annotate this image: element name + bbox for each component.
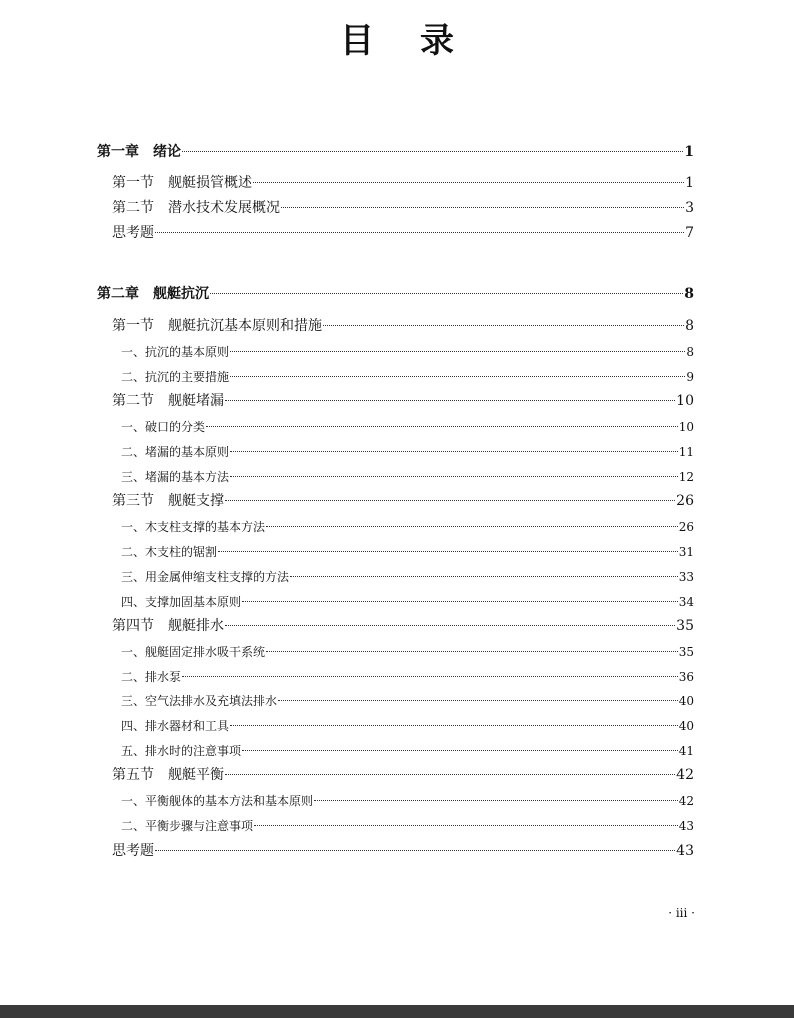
toc-entry-page: 1 bbox=[685, 175, 694, 191]
dot-leader bbox=[230, 351, 685, 352]
toc-entry-exercises[interactable] bbox=[112, 223, 694, 243]
toc-entry-label: 第一节 舰艇抗沉基本原则和措施 bbox=[112, 318, 322, 334]
dot-leader bbox=[210, 293, 683, 294]
dot-leader bbox=[266, 651, 678, 652]
toc-entry-subsection[interactable] bbox=[121, 342, 694, 362]
toc-entry-subsection[interactable] bbox=[121, 816, 694, 836]
toc-entry-label: 第一章 绪论 bbox=[97, 144, 181, 160]
toc-entry-page: 26 bbox=[678, 520, 694, 534]
toc-entry-subsection[interactable] bbox=[121, 417, 694, 437]
toc-entry-subsection[interactable] bbox=[121, 691, 694, 711]
dot-leader bbox=[278, 700, 678, 701]
toc-entry-label: 一、抗沉的基本原则 bbox=[121, 345, 230, 359]
toc-entry-page: 9 bbox=[686, 370, 694, 384]
toc-entry-label: 第四节 舰艇排水 bbox=[112, 618, 224, 634]
toc-entry-page: 42 bbox=[678, 794, 694, 808]
dot-leader bbox=[242, 601, 678, 602]
toc-entry-label: 一、木支柱支撑的基本方法 bbox=[121, 520, 266, 534]
dot-leader bbox=[230, 725, 678, 726]
toc-entry-subsection[interactable] bbox=[121, 791, 694, 811]
toc-entry-subsection[interactable] bbox=[121, 667, 694, 687]
toc-entry-chapter-2[interactable] bbox=[97, 284, 694, 304]
toc-entry-subsection[interactable] bbox=[121, 542, 694, 562]
dot-leader bbox=[182, 151, 683, 152]
dot-leader bbox=[253, 182, 684, 183]
dot-leader bbox=[230, 476, 678, 477]
toc-entry-label: 一、破口的分类 bbox=[121, 420, 206, 434]
dot-leader bbox=[155, 850, 675, 851]
toc-entry-subsection[interactable] bbox=[121, 517, 694, 537]
toc-entry-label: 一、平衡舰体的基本方法和基本原则 bbox=[121, 794, 314, 808]
toc-entry-page: 42 bbox=[676, 767, 694, 783]
toc-entry-subsection[interactable] bbox=[121, 442, 694, 462]
toc-entry-page: 8 bbox=[685, 318, 694, 334]
toc-entry-page: 41 bbox=[678, 744, 694, 758]
toc-entry-label: 第二节 舰艇堵漏 bbox=[112, 393, 224, 409]
toc-entry-subsection[interactable] bbox=[121, 716, 694, 736]
toc-entry-label: 一、舰艇固定排水吸干系统 bbox=[121, 645, 266, 659]
dot-leader bbox=[155, 232, 684, 233]
toc-entry-section[interactable] bbox=[112, 316, 694, 336]
toc-entry-page: 10 bbox=[678, 420, 694, 434]
toc-entry-subsection[interactable] bbox=[121, 592, 694, 612]
toc-entry-label: 四、排水器材和工具 bbox=[121, 719, 230, 733]
toc-entry-page: 35 bbox=[678, 645, 694, 659]
toc-entry-label: 五、排水时的注意事项 bbox=[121, 744, 242, 758]
toc-entry-page: 34 bbox=[678, 595, 694, 609]
toc-entry-page: 33 bbox=[678, 570, 694, 584]
toc-entry-label: 三、空气法排水及充填法排水 bbox=[121, 694, 278, 708]
toc-entry-label: 思考题 bbox=[112, 843, 154, 859]
bottom-bar bbox=[0, 1005, 794, 1018]
toc-entry-page: 26 bbox=[676, 493, 694, 509]
toc-entry-subsection[interactable] bbox=[121, 467, 694, 487]
dot-leader bbox=[266, 526, 678, 527]
page-number: · iii · bbox=[668, 906, 695, 920]
toc-entry-page: 35 bbox=[676, 618, 694, 634]
toc-entry-label: 第一节 舰艇损管概述 bbox=[112, 175, 252, 191]
toc-entry-subsection[interactable] bbox=[121, 741, 694, 761]
toc-entry-label: 三、用金属伸缩支柱支撑的方法 bbox=[121, 570, 290, 584]
toc-entry-exercises[interactable] bbox=[112, 841, 694, 861]
toc-entry-page: 11 bbox=[678, 445, 694, 459]
toc-entry-page: 40 bbox=[678, 719, 694, 733]
toc-entry-label: 二、排水泵 bbox=[121, 670, 182, 684]
dot-leader bbox=[225, 500, 675, 501]
toc-entry-page: 36 bbox=[678, 670, 694, 684]
dot-leader bbox=[182, 676, 678, 677]
toc-entry-page: 8 bbox=[686, 345, 694, 359]
dot-leader bbox=[206, 426, 678, 427]
toc-entry-label: 第二节 潜水技术发展概况 bbox=[112, 200, 280, 216]
toc-entry-section[interactable] bbox=[112, 765, 694, 785]
dot-leader bbox=[281, 207, 684, 208]
dot-leader bbox=[218, 551, 678, 552]
toc-entry-page: 31 bbox=[678, 545, 694, 559]
dot-leader bbox=[314, 800, 678, 801]
dot-leader bbox=[254, 825, 678, 826]
toc-entry-label: 思考题 bbox=[112, 225, 154, 241]
toc-entry-page: 43 bbox=[676, 843, 694, 859]
toc-entry-page: 10 bbox=[676, 393, 694, 409]
toc-entry-chapter-1[interactable] bbox=[97, 142, 694, 162]
toc-entry-label: 四、支撑加固基本原则 bbox=[121, 595, 242, 609]
dot-leader bbox=[230, 451, 678, 452]
toc-entry-label: 二、平衡步骤与注意事项 bbox=[121, 819, 254, 833]
toc-entry-page: 40 bbox=[678, 694, 694, 708]
toc-entry-label: 三、堵漏的基本方法 bbox=[121, 470, 230, 484]
dot-leader bbox=[242, 750, 678, 751]
dot-leader bbox=[230, 376, 685, 377]
toc-entry-page: 12 bbox=[678, 470, 694, 484]
toc-entry-section[interactable] bbox=[112, 198, 694, 218]
toc-entry-page: 1 bbox=[684, 144, 694, 160]
toc-entry-page: 8 bbox=[684, 286, 694, 302]
dot-leader bbox=[225, 625, 675, 626]
toc-entry-label: 第三节 舰艇支撑 bbox=[112, 493, 224, 509]
toc-entry-section[interactable] bbox=[112, 491, 694, 511]
page-title: 目录 bbox=[340, 21, 500, 61]
toc-entry-label: 二、木支柱的锯割 bbox=[121, 545, 218, 559]
toc-entry-page: 43 bbox=[678, 819, 694, 833]
toc-entry-label: 二、堵漏的基本原则 bbox=[121, 445, 230, 459]
toc-entry-subsection[interactable] bbox=[121, 367, 694, 387]
toc-entry-label: 二、抗沉的主要措施 bbox=[121, 370, 230, 384]
toc-entry-page: 3 bbox=[685, 200, 694, 216]
toc-entry-subsection[interactable] bbox=[121, 642, 694, 662]
dot-leader bbox=[323, 325, 684, 326]
toc-entry-page: 7 bbox=[685, 225, 694, 241]
dot-leader bbox=[290, 576, 678, 577]
dot-leader bbox=[225, 400, 675, 401]
toc-entry-section[interactable] bbox=[112, 616, 694, 636]
toc-entry-label: 第二章 舰艇抗沉 bbox=[97, 286, 209, 302]
dot-leader bbox=[225, 774, 675, 775]
toc-entry-label: 第五节 舰艇平衡 bbox=[112, 767, 224, 783]
toc-entry-subsection[interactable] bbox=[121, 567, 694, 587]
toc-entry-section[interactable] bbox=[112, 391, 694, 411]
toc-entry-section[interactable] bbox=[112, 173, 694, 193]
